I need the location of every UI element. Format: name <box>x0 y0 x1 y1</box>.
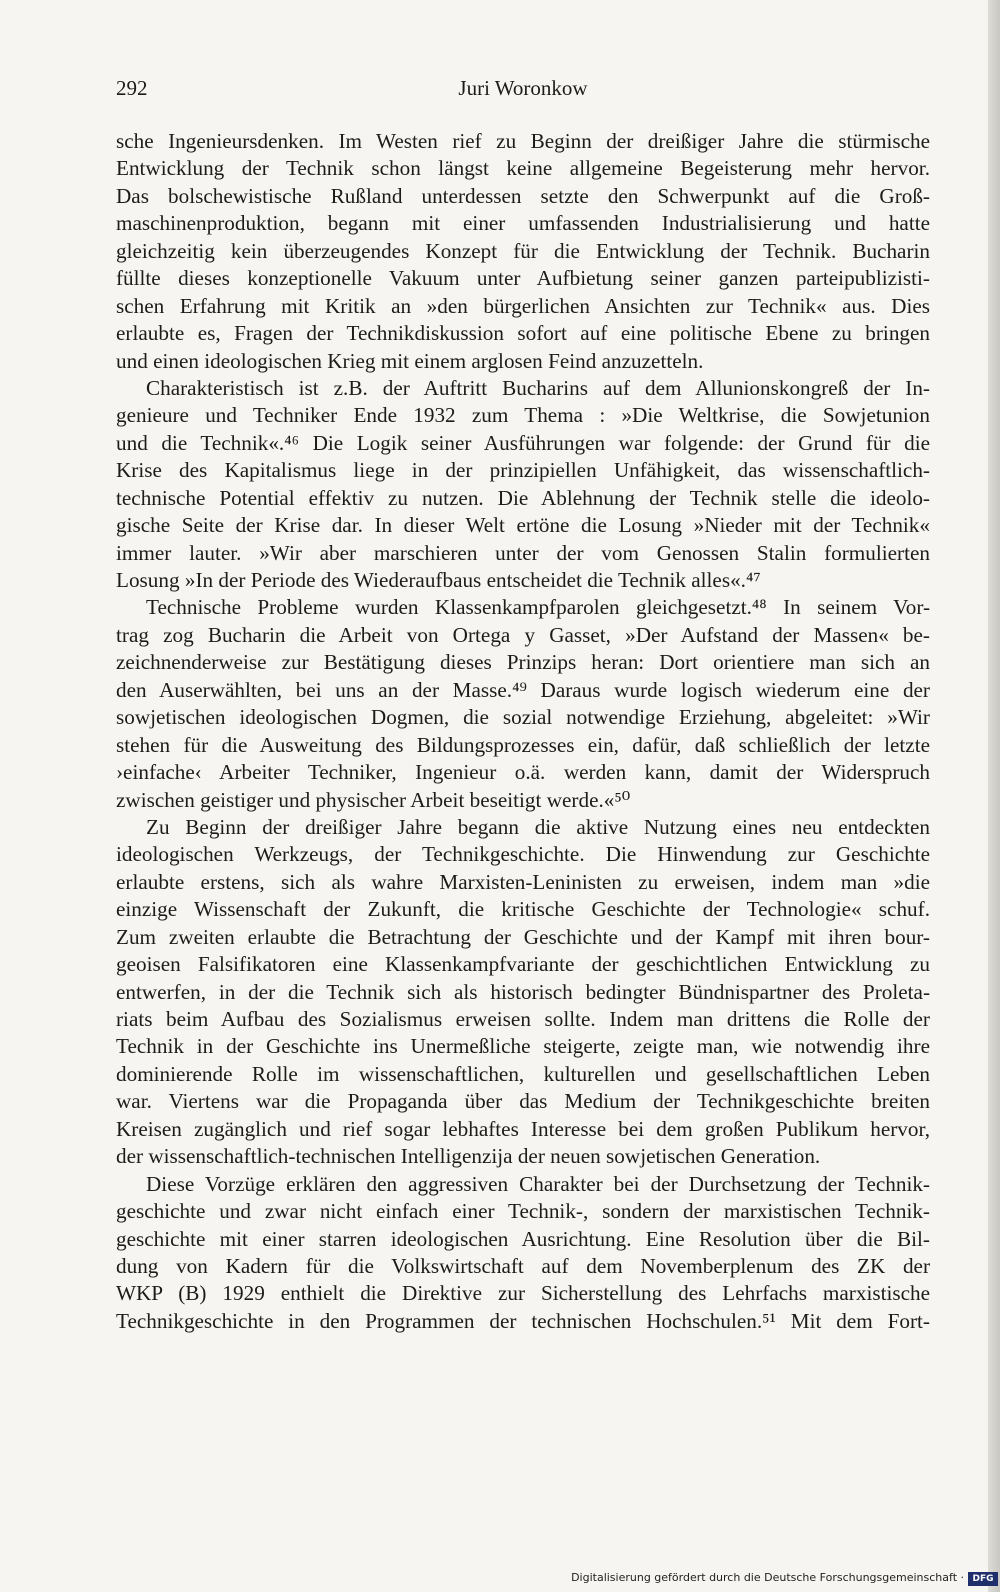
text-line: geoisen Falsifikatoren eine Klassenkampfvariante der geschichtlichen Entwicklung zu <box>116 952 930 977</box>
text-line: immer lauter. »Wir aber marschieren unter der vom Genossen Stalin formulierten <box>116 540 930 565</box>
text-line: genieure und Techniker Ende 1932 zum Thema : »Die Weltkrise, die Sowjetunion <box>116 403 930 428</box>
page-edge-shadow <box>988 0 1000 1592</box>
text-line: füllte dieses konzeptionelle Vakuum unter Aufbietung seiner ganzen parteipublizisti- <box>116 266 930 291</box>
text-line: der wissenschaftlich-technischen Intelligenzija der neuen sowjetischen Generation. <box>116 1144 821 1169</box>
text-line: zwischen geistiger und physischer Arbeit beseitigt werde.«⁵⁰ <box>116 787 631 812</box>
text-line: einzige Wissenschaft der Zukunft, die kritische Geschichte der Technologie« schuf. <box>116 897 930 922</box>
text-line: Charakteristisch ist z.B. der Auftritt Bucharins auf dem Allunionskongreß der In- <box>146 375 930 400</box>
text-line: Technikgeschichte in den Programmen der technischen Hochschulen.⁵¹ Mit dem Fort- <box>116 1308 930 1333</box>
text-line: den Auserwählten, bei uns an der Masse.⁴⁹ Daraus wurde logisch wiederum eine der <box>116 677 930 702</box>
text-line: dung von Kadern für die Volkswirtschaft auf dem Novemberplenum des ZK der <box>116 1253 930 1278</box>
text-line: erlaubte es, Fragen der Technikdiskussion sofort auf eine politische Ebene zu bringen <box>116 321 930 346</box>
text-line: geschichte mit einer starren ideologischen Ausrichtung. Eine Resolution über die Bil- <box>116 1226 930 1251</box>
text-line: WKP (B) 1929 enthielt die Direktive zur Sicherstellung des Lehrfachs marxistische <box>116 1281 930 1306</box>
text-line: schen Erfahrung mit Kritik an »den bürgerlichen Ansichten zur Technik« aus. Dies <box>116 293 930 318</box>
text-line: Losung »In der Periode des Wiederaufbaus entscheidet die Technik alles«.⁴⁷ <box>116 568 761 592</box>
text-line: Zum zweiten erlaubte die Betrachtung der Geschichte und der Kampf mit ihren bour- <box>116 924 930 949</box>
text-line: war. Viertens war die Propaganda über das Medium der Technikgeschichte breiten <box>116 1089 930 1114</box>
text-line: riats beim Aufbau des Sozialismus erweisen sollte. Indem man drittens die Rolle der <box>116 1007 930 1031</box>
body-text <box>116 128 930 1335</box>
text-line: Kreisen zugänglich und rief sogar lebhaftes Interesse bei dem großen Publikum hervor, <box>116 1116 930 1141</box>
text-line: ›einfache‹ Arbeiter Techniker, Ingenieur o.ä. werden kann, damit der Widerspruch <box>116 760 930 785</box>
text-line: technische Potential effektiv zu nutzen. Die Ablehnung der Technik stelle die ideolo- <box>116 485 930 510</box>
text-line: Zu Beginn der dreißiger Jahre begann die aktive Nutzung eines neu entdeckten <box>146 814 930 839</box>
text-line: und die Technik«.⁴⁶ Die Logik seiner Ausführungen war folgende: der Grund für die <box>116 430 930 455</box>
text-line: sche Ingenieursdenken. Im Westen rief zu Beginn der dreißiger Jahre die stürmische <box>116 129 930 153</box>
text-line: Das bolschewistische Rußland unterdessen setzte den Schwerpunkt auf die Groß- <box>116 183 930 208</box>
text-line: dominierende Rolle im wissenschaftlichen, kulturellen und gesellschaftlichen Leben <box>116 1061 930 1086</box>
digitization-note: Digitalisierung gefördert durch die Deutsche Forschungsgemeinschaft · <box>571 1571 964 1584</box>
text-line: geschichte und zwar nicht einfach einer Technik-, sondern der marxistischen Technik- <box>116 1199 930 1224</box>
text-line: sowjetischen ideologischen Dogmen, die sozial notwendige Erziehung, abgeleitet: »Wir <box>116 705 930 730</box>
text-line: entwerfen, in der die Technik sich als historisch bedingter Bündnispartner des Proleta- <box>116 979 930 1004</box>
page-number: 292 <box>116 76 148 100</box>
text-line: Technische Probleme wurden Klassenkampfparolen gleichgesetzt.⁴⁸ In seinem Vor- <box>146 595 930 620</box>
text-line: ideologischen Werkzeugs, der Technikgeschichte. Die Hinwendung zur Geschichte <box>116 842 930 867</box>
running-title: Juri Woronkow <box>458 76 588 100</box>
text-line: erlaubte erstens, sich als wahre Marxisten-Leninisten zu erweisen, indem man »die <box>116 869 930 894</box>
text-line: Entwicklung der Technik schon längst keine allgemeine Begeisterung mehr hervor. <box>116 156 930 181</box>
running-head <box>116 76 930 102</box>
text-line: und einen ideologischen Krieg mit einem arglosen Feind anzuzetteln. <box>116 348 704 373</box>
text-line: Diese Vorzüge erklären den aggressiven Charakter bei der Durchsetzung der Technik- <box>146 1171 930 1196</box>
text-line: gische Seite der Krise dar. In dieser Welt ertöne die Losung »Nieder mit der Technik« <box>116 513 930 538</box>
text-line: maschinenproduktion, begann mit einer umfassenden Industrialisierung und hatte <box>116 211 930 236</box>
text-line: trag zog Bucharin die Arbeit von Ortega y Gasset, »Der Aufstand der Massen« be- <box>116 622 930 647</box>
text-line: zeichnenderweise zur Bestätigung dieses Prinzips heran: Dort orientiere man sich an <box>116 650 930 675</box>
text-line: Technik in der Geschichte ins Unermeßliche steigerte, zeigte man, wie notwendig ihre <box>116 1034 930 1059</box>
text-line: gleichzeitig kein überzeugendes Konzept für die Entwicklung der Technik. Bucharin <box>116 238 930 263</box>
text-line: stehen für die Ausweitung des Bildungsprozesses ein, dafür, daß schließlich der letzte <box>116 732 930 757</box>
dfg-logo: DFG <box>968 1572 998 1586</box>
text-line: Krise des Kapitalismus liege in der prinzipiellen Unfähigkeit, das wissenschaftlich- <box>116 458 930 483</box>
